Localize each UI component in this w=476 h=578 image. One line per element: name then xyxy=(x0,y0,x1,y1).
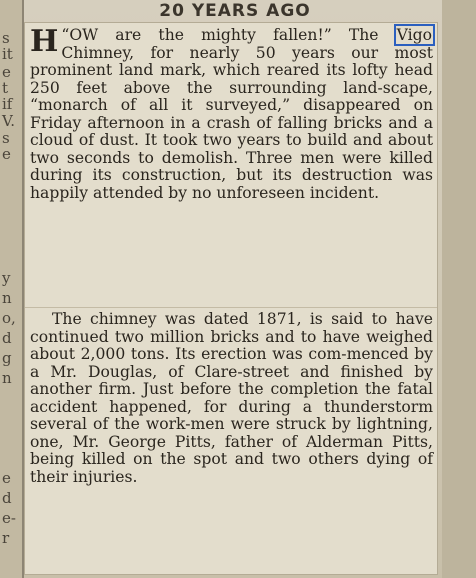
column-fragment: r xyxy=(2,529,10,547)
column-fragment: t xyxy=(2,79,9,97)
search-highlight[interactable]: Vigo xyxy=(396,26,432,44)
page-right-edge xyxy=(442,0,476,578)
article-clipping xyxy=(24,22,438,575)
column-fragment: V. xyxy=(2,112,15,130)
column-fragment: y xyxy=(2,269,11,287)
section-heading: 20 YEARS AGO xyxy=(159,1,311,21)
column-fragment: n xyxy=(2,369,12,387)
column-fragment: d xyxy=(2,329,12,347)
paragraph-1-opening: OW are the mighty fallen!” The xyxy=(69,26,396,44)
drop-cap: H xyxy=(30,24,59,59)
open-quote: “ xyxy=(61,26,70,44)
column-fragment: d xyxy=(2,489,12,507)
column-fragment: if xyxy=(2,95,13,113)
column-fragment: e xyxy=(2,63,11,81)
article-paragraph-2: The chimney was dated 1871, is said to have continued two million bricks and to have weighed about 2,000 tons. Its erection was com-menced by a Mr. Douglas, of Clare-street and finished by another firm. Just before the completion the fatal accident happened, for during a thunderstorm several of the work-men were struck by lightning, one, Mr. George Pitts, father of Alderman Pitts, being killed on the spot and two others dying of their injuries. xyxy=(30,310,433,486)
column-fragment: e- xyxy=(2,509,16,527)
article-paragraph-1 xyxy=(30,24,433,307)
column-fragment: n xyxy=(2,289,12,307)
adjacent-column-fragment xyxy=(0,0,24,578)
paragraph-divider xyxy=(25,307,437,308)
column-fragment: s xyxy=(2,29,10,47)
column-fragment: o, xyxy=(2,309,16,327)
paragraph-1-text: Chimney, for nearly 50 years our most prominent land mark, which reared its lofty head 250 feet above the surrounding land-scape, “monarch of all it surveyed,” disappeared on Friday afternoon in a crash of falling bricks and a cloud of dust. It took two years to build and about two seconds to demolish. Three men were killed during its construction, but its destruction was happily attended by no unforeseen incident. xyxy=(30,43,433,202)
column-fragment: g xyxy=(2,349,12,367)
column-fragment: s xyxy=(2,129,10,147)
column-fragment: e xyxy=(2,469,11,487)
column-fragment: it xyxy=(2,45,13,63)
column-fragment: e xyxy=(2,145,11,163)
